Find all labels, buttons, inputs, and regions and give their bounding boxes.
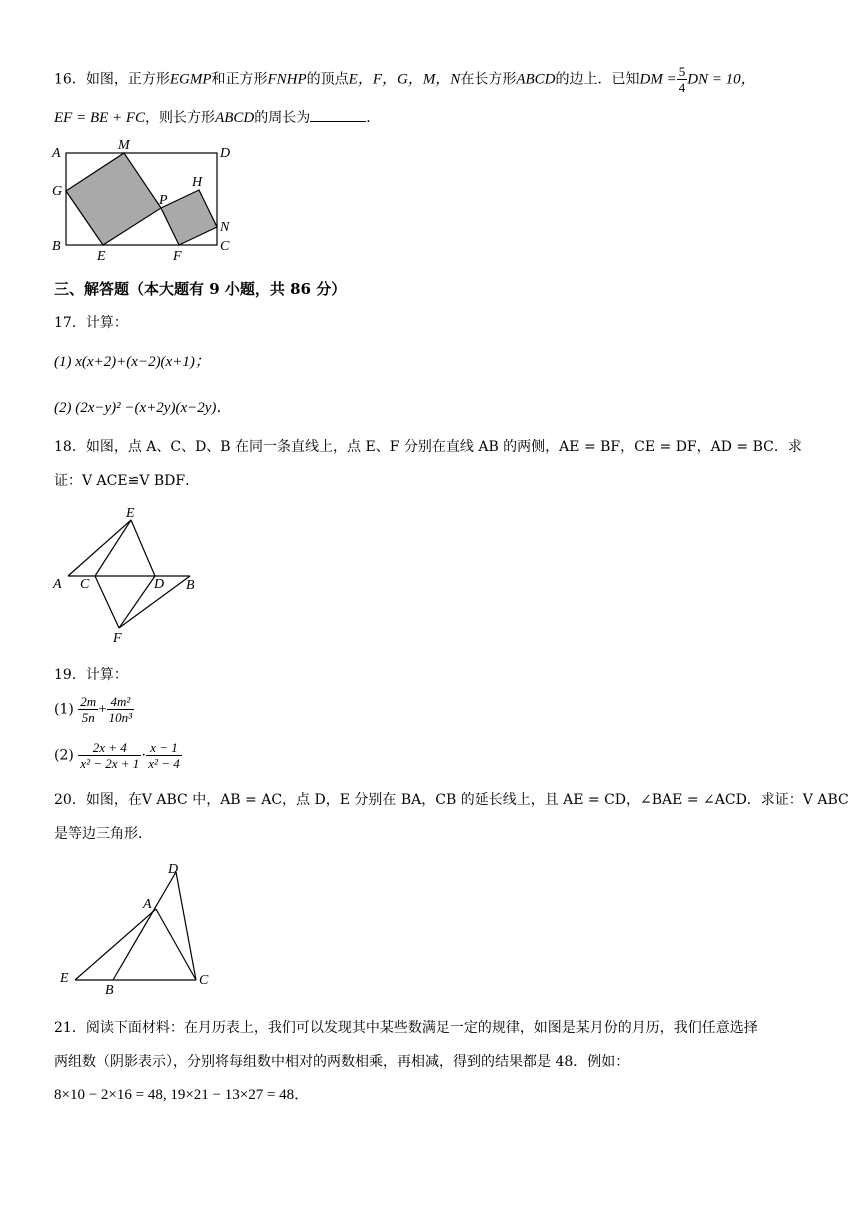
frac-den: x² − 4 <box>148 756 180 771</box>
label-d: D <box>154 577 165 592</box>
q18-figure <box>50 503 210 645</box>
q19-title: 19．计算： <box>54 667 128 683</box>
answer-blank[interactable] <box>310 107 366 122</box>
frac-num: 2x + 4 <box>78 740 141 756</box>
q16-end: ． <box>366 110 381 126</box>
q18-line2: 证：V ACE≌V BDF． <box>54 473 200 489</box>
frac-den: 10n³ <box>108 710 133 725</box>
label-e: E <box>60 971 69 986</box>
q16-and: 和正方形 <box>211 71 268 88</box>
q19-part1-label: (1) <box>54 701 74 718</box>
q19-p2-op: · <box>141 747 147 764</box>
q20-figure <box>55 855 225 997</box>
q19-p2-frac2 <box>146 740 181 771</box>
section-heading: 三、解答题（本大题有 9 小题，共 86 分） <box>54 280 347 298</box>
q16-points: E，F，G，M，N <box>348 71 461 88</box>
q16-dn: DN = 10， <box>687 71 756 88</box>
label-e: E <box>97 249 106 264</box>
q19-part2-label: (2) <box>54 747 74 764</box>
label-a: A <box>52 146 61 161</box>
q16-lead: 16．如图，正方形 <box>54 71 170 88</box>
q16-rect-name-2: ABCD <box>215 110 255 126</box>
frac-den: x² − 2x + 1 <box>80 756 140 771</box>
label-n: N <box>220 220 230 235</box>
frac-num: x − 1 <box>146 740 181 756</box>
q21-line2: 两组数（阴影表示），分别将每组数中相对的两数相乘，再相减，得到的结果都是 48．例如： <box>54 1054 630 1070</box>
label-h: H <box>192 175 203 190</box>
q17-part2: (2) (2x−y)² −(x+2y)(x−2y)． <box>54 400 232 416</box>
label-c: C <box>220 239 230 254</box>
q16-on-side: 的边上．已知 <box>555 71 640 88</box>
label-b: B <box>186 578 195 593</box>
q18-line1: 18．如图，点 A、C、D、B 在同一条直线上，点 E、F 分别在直线 AB 的两侧，AE = BF，CE = DF，AD = BC．求 <box>54 439 802 455</box>
q19-p1-op: + <box>98 701 107 718</box>
label-m: M <box>118 138 130 153</box>
q16-frac-den: 4 <box>678 80 686 95</box>
q16-rect-name: ABCD <box>516 71 556 88</box>
label-b: B <box>105 983 114 997</box>
q19-part1 <box>54 694 134 725</box>
label-f: F <box>173 249 182 264</box>
frac-num: 2m <box>80 694 97 709</box>
label-c: C <box>80 577 90 592</box>
q19-p2-frac1 <box>78 740 141 771</box>
label-b: B <box>52 239 61 254</box>
q21-line1: 21．阅读下面材料：在月历表上，我们可以发现其中某些数满足一定的规律，如图是某月份的月历，我们任意选择 <box>54 1020 758 1036</box>
q16-frac-num: 5 <box>678 64 686 79</box>
label-f: F <box>113 631 122 645</box>
q17-part1: (1) x(x+2)+(x−2)(x+1)； <box>54 354 210 370</box>
label-c: C <box>199 973 209 988</box>
q19-p1-frac2 <box>107 694 134 725</box>
frac-den: 5n <box>81 710 95 725</box>
q16-figure <box>50 138 250 264</box>
label-g: G <box>52 184 63 199</box>
q19-p1-frac1 <box>78 694 98 725</box>
label-a: A <box>53 577 62 592</box>
frac-num: 4m² <box>107 694 134 710</box>
q20-line1: 20．如图，在V ABC 中，AB = AC，点 D，E 分别在 BA，CB 的延长线上，且 AE = CD，∠BAE = ∠ACD．求证：V ABC <box>54 792 849 808</box>
q16-square1: EGMP <box>169 71 212 88</box>
q16-line1 <box>54 64 756 95</box>
q16-in-rect: 在长方形 <box>460 71 517 88</box>
q16-line2-tail: 的周长为 <box>254 110 311 126</box>
label-a: A <box>143 897 152 912</box>
q16-vertex-text: 的顶点 <box>306 71 349 88</box>
q21-line3: 8×10 − 2×16 = 48, 19×21 − 13×27 = 48． <box>54 1087 310 1103</box>
label-p: P <box>159 193 168 208</box>
q16-square2: FNHP <box>267 71 307 88</box>
q17-title: 17．计算： <box>54 315 128 331</box>
q16-line2 <box>54 107 380 127</box>
q16-line2-text: ，则长方形 <box>145 110 216 126</box>
q19-part2 <box>54 740 182 771</box>
label-d: D <box>168 862 179 877</box>
label-d: D <box>220 146 231 161</box>
square-fnhp <box>161 190 217 245</box>
q16-fraction <box>677 64 688 95</box>
q20-line2: 是等边三角形． <box>54 826 152 842</box>
square-egmp <box>66 153 161 245</box>
q16-eq: EF = BE + FC <box>54 110 146 126</box>
q16-dm: DM = <box>639 71 677 88</box>
label-e: E <box>126 506 135 521</box>
